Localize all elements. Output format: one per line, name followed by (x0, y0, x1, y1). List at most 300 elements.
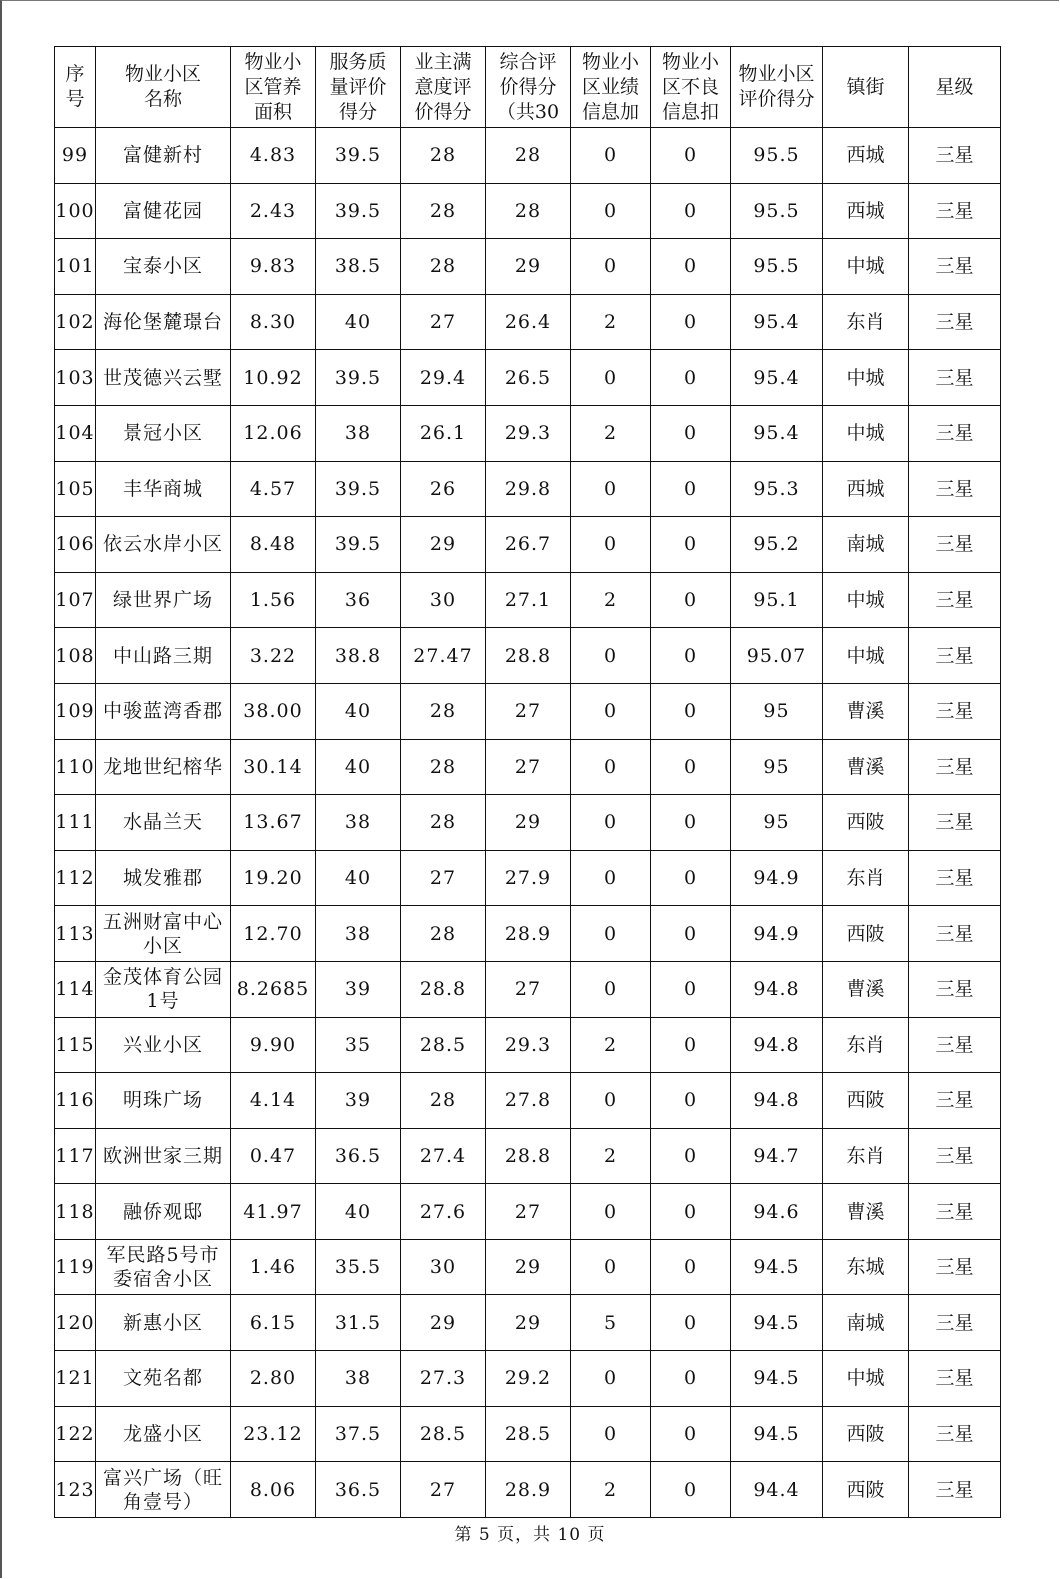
town-cell: 东肖 (823, 294, 909, 350)
town-cell: 西城 (823, 128, 909, 184)
area-cell: 13.67 (231, 795, 316, 851)
comprehensive-score-cell: 28.9 (486, 1462, 571, 1518)
service-score-cell: 38 (316, 405, 401, 461)
total-score-cell: 95.1 (731, 572, 823, 628)
property-name-cell: 海伦堡麓璟台 (96, 294, 231, 350)
comprehensive-score-cell: 27.1 (486, 572, 571, 628)
deduction-cell: 0 (651, 294, 731, 350)
bonus-cell: 0 (571, 683, 651, 739)
property-name-cell: 新惠小区 (96, 1295, 231, 1351)
deduction-cell: 0 (651, 1128, 731, 1184)
total-score-cell: 94.5 (731, 1239, 823, 1295)
star-level-cell: 三星 (909, 1295, 1001, 1351)
comprehensive-score-cell: 26.4 (486, 294, 571, 350)
header-label: 物业小区 名称 (124, 63, 201, 110)
area-cell: 9.90 (231, 1017, 316, 1073)
deduction-cell: 0 (651, 1184, 731, 1240)
satisfaction-score-cell: 30 (401, 1239, 486, 1295)
star-level-cell: 三星 (909, 1073, 1001, 1129)
total-score-cell: 95.2 (731, 517, 823, 573)
service-score-cell: 35.5 (316, 1239, 401, 1295)
header-label: 物业小 区管养 面积 (244, 50, 302, 123)
area-cell: 8.30 (231, 294, 316, 350)
satisfaction-score-cell: 28 (401, 795, 486, 851)
total-score-cell: 95.4 (731, 350, 823, 406)
deduction-cell: 0 (651, 517, 731, 573)
comprehensive-score-cell: 29 (486, 1295, 571, 1351)
satisfaction-score-cell: 27.4 (401, 1128, 486, 1184)
area-cell: 2.80 (231, 1351, 316, 1407)
table-row (55, 239, 1001, 295)
town-cell: 曹溪 (823, 739, 909, 795)
service-score-cell: 38.5 (316, 239, 401, 295)
row-number-cell: 102 (55, 294, 96, 350)
town-cell: 西陂 (823, 906, 909, 962)
area-cell: 10.92 (231, 350, 316, 406)
service-score-cell: 40 (316, 294, 401, 350)
deduction-cell: 0 (651, 1073, 731, 1129)
deduction-cell: 0 (651, 683, 731, 739)
service-score-cell: 39.5 (316, 517, 401, 573)
satisfaction-score-cell: 28.8 (401, 961, 486, 1017)
property-name-cell: 景冠小区 (96, 405, 231, 461)
header-label: 综合评 价得分 （共30 (496, 50, 560, 123)
property-name-cell: 明珠广场 (96, 1073, 231, 1129)
total-score-cell: 95.5 (731, 239, 823, 295)
table-row (55, 1351, 1001, 1407)
bonus-cell: 0 (571, 1239, 651, 1295)
satisfaction-score-cell: 27 (401, 294, 486, 350)
service-score-cell: 38 (316, 1351, 401, 1407)
total-score-cell: 95.4 (731, 405, 823, 461)
deduction-cell: 0 (651, 461, 731, 517)
row-number-cell: 110 (55, 739, 96, 795)
comprehensive-score-cell: 29 (486, 239, 571, 295)
satisfaction-score-cell: 30 (401, 572, 486, 628)
satisfaction-score-cell: 26.1 (401, 405, 486, 461)
property-name-cell: 水晶兰天 (96, 795, 231, 851)
bonus-cell: 0 (571, 128, 651, 184)
table-row (55, 1462, 1001, 1518)
area-cell: 4.14 (231, 1073, 316, 1129)
bonus-cell: 0 (571, 850, 651, 906)
deduction-cell: 0 (651, 1239, 731, 1295)
header-label: 物业小 区业绩 信息加 (581, 50, 639, 123)
bonus-cell: 2 (571, 294, 651, 350)
area-cell: 1.46 (231, 1239, 316, 1295)
total-score-cell: 94.5 (731, 1351, 823, 1407)
service-score-cell: 39 (316, 961, 401, 1017)
header-cell-town (823, 47, 909, 128)
row-number-cell: 112 (55, 850, 96, 906)
star-level-cell: 三星 (909, 350, 1001, 406)
bonus-cell: 0 (571, 961, 651, 1017)
town-cell: 西陂 (823, 1462, 909, 1518)
table-row (55, 795, 1001, 851)
table-row (55, 1017, 1001, 1073)
bonus-cell: 2 (571, 1017, 651, 1073)
row-number-cell: 107 (55, 572, 96, 628)
star-level-cell: 三星 (909, 461, 1001, 517)
total-score-cell: 95.07 (731, 628, 823, 684)
total-score-cell: 94.6 (731, 1184, 823, 1240)
property-name-cell: 中骏蓝湾香郡 (96, 683, 231, 739)
comprehensive-score-cell: 29 (486, 1239, 571, 1295)
star-level-cell: 三星 (909, 1462, 1001, 1518)
property-name-cell: 融侨观邸 (96, 1184, 231, 1240)
comprehensive-score-cell: 27 (486, 1184, 571, 1240)
town-cell: 西陂 (823, 1406, 909, 1462)
row-number-cell: 121 (55, 1351, 96, 1407)
service-score-cell: 40 (316, 739, 401, 795)
satisfaction-score-cell: 27 (401, 850, 486, 906)
table-row (55, 1128, 1001, 1184)
table-body (55, 128, 1001, 1518)
header-label: 物业小区 评价得分 (738, 63, 815, 110)
comprehensive-score-cell: 28.8 (486, 1128, 571, 1184)
star-level-cell: 三星 (909, 1351, 1001, 1407)
comprehensive-score-cell: 26.7 (486, 517, 571, 573)
town-cell: 中城 (823, 572, 909, 628)
star-level-cell: 三星 (909, 795, 1001, 851)
satisfaction-score-cell: 28 (401, 239, 486, 295)
star-level-cell: 三星 (909, 183, 1001, 239)
deduction-cell: 0 (651, 628, 731, 684)
bonus-cell: 0 (571, 350, 651, 406)
row-number-cell: 100 (55, 183, 96, 239)
bonus-cell: 0 (571, 906, 651, 962)
star-level-cell: 三星 (909, 517, 1001, 573)
deduction-cell: 0 (651, 183, 731, 239)
row-number-cell: 99 (55, 128, 96, 184)
property-score-table (54, 46, 1001, 1518)
property-name-cell: 军民路5号市 委宿舍小区 (96, 1239, 231, 1295)
row-number-cell: 111 (55, 795, 96, 851)
town-cell: 中城 (823, 239, 909, 295)
deduction-cell: 0 (651, 128, 731, 184)
service-score-cell: 38 (316, 906, 401, 962)
deduction-cell: 0 (651, 1295, 731, 1351)
star-level-cell: 三星 (909, 961, 1001, 1017)
bonus-cell: 0 (571, 1406, 651, 1462)
area-cell: 6.15 (231, 1295, 316, 1351)
service-score-cell: 39.5 (316, 128, 401, 184)
bonus-cell: 0 (571, 517, 651, 573)
table-row (55, 906, 1001, 962)
comprehensive-score-cell: 27 (486, 739, 571, 795)
star-level-cell: 三星 (909, 1184, 1001, 1240)
deduction-cell: 0 (651, 739, 731, 795)
comprehensive-score-cell: 29 (486, 795, 571, 851)
header-cell-comprehensive (486, 47, 571, 128)
table-row (55, 1406, 1001, 1462)
property-name-cell: 依云水岸小区 (96, 517, 231, 573)
total-score-cell: 95.5 (731, 128, 823, 184)
header-cell-area (231, 47, 316, 128)
table-row (55, 461, 1001, 517)
row-number-cell: 115 (55, 1017, 96, 1073)
page-number-footer: 第 5 页，共 10 页 (454, 1525, 606, 1545)
header-cell-star (909, 47, 1001, 128)
town-cell: 东城 (823, 1239, 909, 1295)
table-row (55, 739, 1001, 795)
total-score-cell: 95.3 (731, 461, 823, 517)
satisfaction-score-cell: 27.3 (401, 1351, 486, 1407)
satisfaction-score-cell: 28 (401, 1073, 486, 1129)
town-cell: 西城 (823, 461, 909, 517)
star-level-cell: 三星 (909, 739, 1001, 795)
town-cell: 中城 (823, 628, 909, 684)
area-cell: 8.06 (231, 1462, 316, 1518)
star-level-cell: 三星 (909, 1239, 1001, 1295)
service-score-cell: 36 (316, 572, 401, 628)
bonus-cell: 0 (571, 739, 651, 795)
town-cell: 曹溪 (823, 1184, 909, 1240)
deduction-cell: 0 (651, 239, 731, 295)
satisfaction-score-cell: 28 (401, 683, 486, 739)
star-level-cell: 三星 (909, 1017, 1001, 1073)
table-row (55, 850, 1001, 906)
deduction-cell: 0 (651, 1017, 731, 1073)
bonus-cell: 2 (571, 572, 651, 628)
comprehensive-score-cell: 28.5 (486, 1406, 571, 1462)
comprehensive-score-cell: 28.8 (486, 628, 571, 684)
row-number-cell: 104 (55, 405, 96, 461)
comprehensive-score-cell: 27.9 (486, 850, 571, 906)
property-name-cell: 城发雅郡 (96, 850, 231, 906)
star-level-cell: 三星 (909, 628, 1001, 684)
table-row (55, 1295, 1001, 1351)
comprehensive-score-cell: 26.5 (486, 350, 571, 406)
area-cell: 2.43 (231, 183, 316, 239)
area-cell: 8.48 (231, 517, 316, 573)
comprehensive-score-cell: 28.9 (486, 906, 571, 962)
town-cell: 中城 (823, 350, 909, 406)
area-cell: 23.12 (231, 1406, 316, 1462)
property-name-cell: 绿世界广场 (96, 572, 231, 628)
service-score-cell: 39 (316, 1073, 401, 1129)
row-number-cell: 106 (55, 517, 96, 573)
total-score-cell: 94.7 (731, 1128, 823, 1184)
bonus-cell: 0 (571, 1073, 651, 1129)
area-cell: 30.14 (231, 739, 316, 795)
property-name-cell: 宝泰小区 (96, 239, 231, 295)
town-cell: 东肖 (823, 1017, 909, 1073)
satisfaction-score-cell: 28.5 (401, 1017, 486, 1073)
deduction-cell: 0 (651, 906, 731, 962)
service-score-cell: 39.5 (316, 350, 401, 406)
deduction-cell: 0 (651, 1406, 731, 1462)
row-number-cell: 118 (55, 1184, 96, 1240)
star-level-cell: 三星 (909, 128, 1001, 184)
total-score-cell: 94.8 (731, 1017, 823, 1073)
comprehensive-score-cell: 29.8 (486, 461, 571, 517)
total-score-cell: 94.4 (731, 1462, 823, 1518)
deduction-cell: 0 (651, 1351, 731, 1407)
service-score-cell: 38.8 (316, 628, 401, 684)
header-row (55, 47, 1001, 128)
table-row (55, 961, 1001, 1017)
table-row (55, 405, 1001, 461)
deduction-cell: 0 (651, 961, 731, 1017)
bonus-cell: 2 (571, 1128, 651, 1184)
star-level-cell: 三星 (909, 906, 1001, 962)
satisfaction-score-cell: 28 (401, 128, 486, 184)
comprehensive-score-cell: 27 (486, 683, 571, 739)
area-cell: 9.83 (231, 239, 316, 295)
property-name-cell: 富健花园 (96, 183, 231, 239)
deduction-cell: 0 (651, 795, 731, 851)
property-name-cell: 欧洲世家三期 (96, 1128, 231, 1184)
bonus-cell: 0 (571, 1184, 651, 1240)
header-cell-no (55, 47, 96, 128)
header-cell-name (96, 47, 231, 128)
satisfaction-score-cell: 28 (401, 739, 486, 795)
bonus-cell: 0 (571, 183, 651, 239)
service-score-cell: 39.5 (316, 461, 401, 517)
row-number-cell: 105 (55, 461, 96, 517)
bonus-cell: 2 (571, 405, 651, 461)
service-score-cell: 35 (316, 1017, 401, 1073)
comprehensive-score-cell: 29.3 (486, 1017, 571, 1073)
satisfaction-score-cell: 28.5 (401, 1406, 486, 1462)
bonus-cell: 5 (571, 1295, 651, 1351)
deduction-cell: 0 (651, 850, 731, 906)
service-score-cell: 36.5 (316, 1462, 401, 1518)
header-cell-service (316, 47, 401, 128)
property-name-cell: 龙地世纪榕华 (96, 739, 231, 795)
deduction-cell: 0 (651, 405, 731, 461)
header-cell-bonus (571, 47, 651, 128)
property-name-cell: 五洲财富中心 小区 (96, 906, 231, 962)
comprehensive-score-cell: 29.3 (486, 405, 571, 461)
comprehensive-score-cell: 29.2 (486, 1351, 571, 1407)
area-cell: 12.70 (231, 906, 316, 962)
total-score-cell: 94.8 (731, 1073, 823, 1129)
row-number-cell: 116 (55, 1073, 96, 1129)
satisfaction-score-cell: 26 (401, 461, 486, 517)
property-name-cell: 富健新村 (96, 128, 231, 184)
service-score-cell: 40 (316, 850, 401, 906)
row-number-cell: 103 (55, 350, 96, 406)
town-cell: 南城 (823, 517, 909, 573)
town-cell: 中城 (823, 1351, 909, 1407)
total-score-cell: 95 (731, 739, 823, 795)
deduction-cell: 0 (651, 572, 731, 628)
total-score-cell: 94.9 (731, 850, 823, 906)
satisfaction-score-cell: 27 (401, 1462, 486, 1518)
property-name-cell: 中山路三期 (96, 628, 231, 684)
header-label: 序 号 (65, 63, 85, 110)
satisfaction-score-cell: 28 (401, 183, 486, 239)
star-level-cell: 三星 (909, 294, 1001, 350)
bonus-cell: 0 (571, 239, 651, 295)
service-score-cell: 40 (316, 1184, 401, 1240)
area-cell: 8.2685 (231, 961, 316, 1017)
star-level-cell: 三星 (909, 850, 1001, 906)
town-cell: 西城 (823, 183, 909, 239)
property-name-cell: 富兴广场（旺 角壹号） (96, 1462, 231, 1518)
row-number-cell: 108 (55, 628, 96, 684)
property-name-cell: 丰华商城 (96, 461, 231, 517)
service-score-cell: 37.5 (316, 1406, 401, 1462)
bonus-cell: 0 (571, 1351, 651, 1407)
service-score-cell: 39.5 (316, 183, 401, 239)
header-label: 物业小 区不良 信息扣 (661, 50, 719, 123)
star-level-cell: 三星 (909, 405, 1001, 461)
area-cell: 38.00 (231, 683, 316, 739)
total-score-cell: 95.5 (731, 183, 823, 239)
property-name-cell: 兴业小区 (96, 1017, 231, 1073)
service-score-cell: 31.5 (316, 1295, 401, 1351)
service-score-cell: 38 (316, 795, 401, 851)
area-cell: 1.56 (231, 572, 316, 628)
town-cell: 中城 (823, 405, 909, 461)
table-row (55, 128, 1001, 184)
star-level-cell: 三星 (909, 1128, 1001, 1184)
property-name-cell: 文苑名都 (96, 1351, 231, 1407)
comprehensive-score-cell: 27 (486, 961, 571, 1017)
total-score-cell: 95 (731, 795, 823, 851)
area-cell: 4.83 (231, 128, 316, 184)
bonus-cell: 0 (571, 628, 651, 684)
total-score-cell: 95 (731, 683, 823, 739)
star-level-cell: 三星 (909, 239, 1001, 295)
area-cell: 4.57 (231, 461, 316, 517)
star-level-cell: 三星 (909, 572, 1001, 628)
header-label: 业主满 意度评 价得分 (414, 50, 472, 123)
property-name-cell: 龙盛小区 (96, 1406, 231, 1462)
row-number-cell: 109 (55, 683, 96, 739)
table-row (55, 517, 1001, 573)
property-name-cell: 世茂德兴云墅 (96, 350, 231, 406)
table-row (55, 294, 1001, 350)
satisfaction-score-cell: 29 (401, 517, 486, 573)
town-cell: 曹溪 (823, 683, 909, 739)
deduction-cell: 0 (651, 1462, 731, 1518)
satisfaction-score-cell: 29 (401, 1295, 486, 1351)
header-cell-deduction (651, 47, 731, 128)
table-row (55, 628, 1001, 684)
row-number-cell: 114 (55, 961, 96, 1017)
comprehensive-score-cell: 27.8 (486, 1073, 571, 1129)
bonus-cell: 2 (571, 1462, 651, 1518)
satisfaction-score-cell: 28 (401, 906, 486, 962)
table-row (55, 572, 1001, 628)
header-label: 服务质 量评价 得分 (329, 50, 387, 123)
area-cell: 19.20 (231, 850, 316, 906)
header-cell-satisfaction (401, 47, 486, 128)
row-number-cell: 101 (55, 239, 96, 295)
comprehensive-score-cell: 28 (486, 183, 571, 239)
total-score-cell: 94.8 (731, 961, 823, 1017)
row-number-cell: 119 (55, 1239, 96, 1295)
town-cell: 曹溪 (823, 961, 909, 1017)
header-cell-total (731, 47, 823, 128)
area-cell: 0.47 (231, 1128, 316, 1184)
table-row (55, 1239, 1001, 1295)
area-cell: 3.22 (231, 628, 316, 684)
total-score-cell: 94.5 (731, 1295, 823, 1351)
header-label: 星级 (935, 75, 974, 98)
table-row (55, 1184, 1001, 1240)
service-score-cell: 36.5 (316, 1128, 401, 1184)
row-number-cell: 123 (55, 1462, 96, 1518)
service-score-cell: 40 (316, 683, 401, 739)
property-name-cell: 金茂体育公园 1号 (96, 961, 231, 1017)
deduction-cell: 0 (651, 350, 731, 406)
town-cell: 西陂 (823, 1073, 909, 1129)
